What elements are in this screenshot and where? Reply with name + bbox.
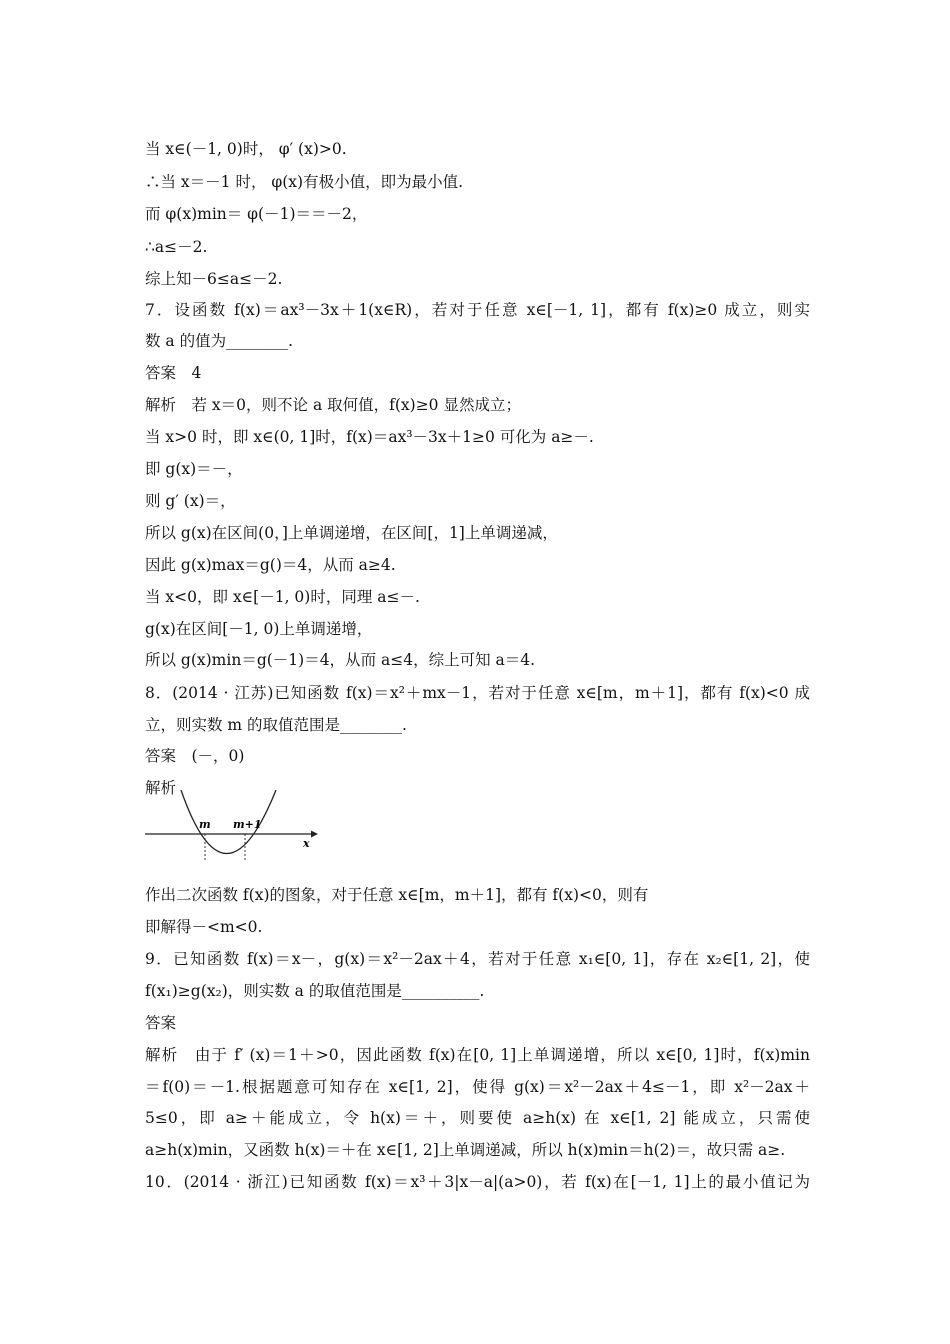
text-line: 即 g(x)＝－， <box>145 460 243 478</box>
text-line: 所以 g(x)在区间(0，]上单调递增，在区间[，1]上单调递减， <box>145 524 558 542</box>
question-8-line-2: 立，则实数 m 的取值范围是________. <box>145 716 407 734</box>
analysis-line: 解析 由于 f′ (x)＝1＋>0，因此函数 f(x)在[0, 1]上单调递增，所以 x∈[0, 1]时，f(x)min <box>145 1046 810 1064</box>
parabola-figure <box>143 790 318 870</box>
answer-label: 答案 <box>145 1014 177 1032</box>
text-line: 当 x>0 时，即 x∈(0, 1]时，f(x)＝ax³－3x＋1≥0 可化为 a≥－. <box>145 428 594 446</box>
text-line: a≥h(x)min，又函数 h(x)＝＋在 x∈[1, 2]上单调递减，所以 h(x)min＝h(2)＝，故只需 a≥. <box>145 1141 786 1159</box>
answer-label: 答案 (－，0) <box>145 747 245 765</box>
text-line: ＝f(0)＝－1.根据题意可知存在 x∈[1, 2]，使得 g(x)＝x²－2ax＋4≤－1，即 x²－2ax＋ <box>145 1078 810 1096</box>
text-line: ∴当 x＝－1 时， φ(x)有极小值，即为最小值. <box>145 173 464 191</box>
question-8-line-1: 8．(2014 · 江苏)已知函数 f(x)＝x²＋mx－1，若对于任意 x∈[m，m＋1]，都有 f(x)<0 成 <box>145 684 810 702</box>
label-m-plus-1: m+1 <box>233 818 262 831</box>
question-7-line-2: 数 a 的值为________. <box>145 332 294 350</box>
text-line: 而 φ(x)min＝ φ(－1)＝＝－2， <box>145 205 368 223</box>
question-9-line-2: f(x₁)≥g(x₂)，则实数 a 的取值范围是__________. <box>145 982 485 1000</box>
answer-label: 答案 4 <box>145 364 202 382</box>
text-line: 综上知－6≤a≤－2. <box>145 270 283 288</box>
parabola-curve <box>181 790 276 854</box>
text-line: 当 x∈(－1, 0)时， φ′ (x)>0. <box>145 140 347 158</box>
question-10-line-1: 10．(2014 · 浙江)已知函数 f(x)＝x³＋3|x－a|(a>0)，若 f(x)在[－1, 1]上的最小值记为 <box>145 1173 810 1191</box>
text-line: 5≤0，即 a≥＋能成立，令 h(x)＝＋，则要使 a≥h(x) 在 x∈[1, 2] 能成立，只需使 <box>145 1109 810 1127</box>
label-m: m <box>199 818 211 831</box>
question-7-line-1: 7．设函数 f(x)＝ax³－3x＋1(x∈R)，若对于任意 x∈[－1, 1]，都有 f(x)≥0 成立，则实 <box>145 301 810 319</box>
text-line: ∴a≤－2. <box>145 238 208 256</box>
text-line: 即解得－<m<0. <box>145 918 263 936</box>
text-line: 因此 g(x)max＝g()＝4，从而 a≥4. <box>145 556 396 574</box>
question-9-line-1: 9．已知函数 f(x)＝x－，g(x)＝x²－2ax＋4，若对于任意 x₁∈[0, 1]，存在 x₂∈[1, 2]，使 <box>145 950 810 968</box>
text-line: 作出二次函数 f(x)的图象，对于任意 x∈[m，m＋1]，都有 f(x)<0，则有 <box>145 886 649 904</box>
text-line: 则 g′ (x)＝， <box>145 492 236 510</box>
x-axis-arrow <box>311 831 318 838</box>
text-line: 当 x<0，即 x∈[－1, 0)时，同理 a≤－. <box>145 588 420 606</box>
analysis-line: 解析 若 x＝0，则不论 a 取何值，f(x)≥0 显然成立； <box>145 396 521 414</box>
label-x: x <box>303 837 310 850</box>
text-line: g(x)在区间[－1, 0)上单调递增， <box>145 620 373 638</box>
analysis-label: 解析 <box>145 779 177 797</box>
text-line: 所以 g(x)min＝g(－1)＝4，从而 a≤4，综上可知 a＝4. <box>145 651 536 669</box>
